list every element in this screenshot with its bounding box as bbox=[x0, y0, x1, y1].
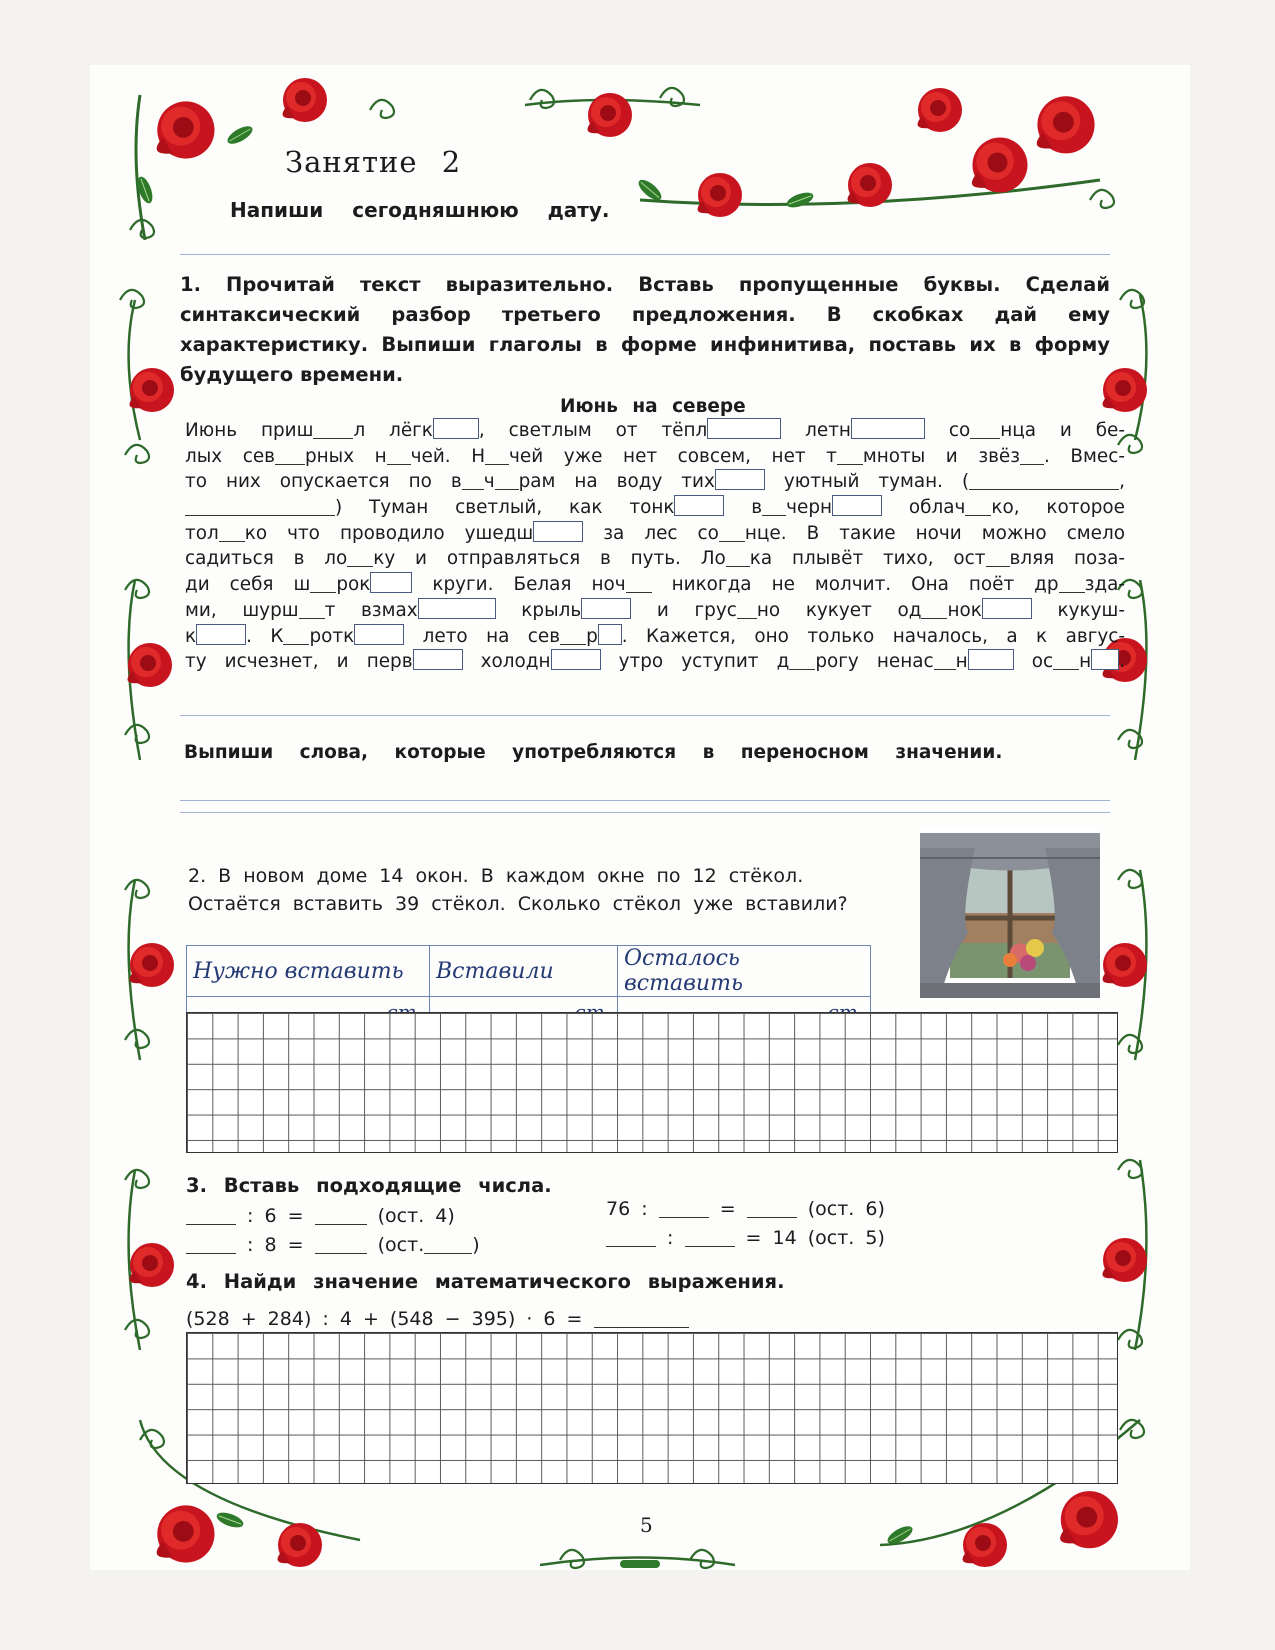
letter-gap[interactable] bbox=[851, 418, 925, 439]
task1-instruction: 1. Прочитай текст выразительно. Вставь пропущенные буквы. Сделай синтаксический разбор третьего предложения. В скобках дай ему характеристику. Выпиши глаголы в форме инфинитива, поставь их в форму будущего времени. bbox=[180, 273, 1110, 386]
answer-line[interactable] bbox=[180, 812, 1110, 813]
blank-field[interactable] bbox=[315, 1237, 367, 1254]
letter-gap[interactable] bbox=[533, 521, 583, 542]
letter-gap[interactable] bbox=[581, 598, 631, 619]
letter-gap[interactable] bbox=[433, 418, 479, 439]
table-header: Нужно вставить bbox=[187, 946, 430, 997]
story-line: ) Туман светлый, как тонк в черн облач ко, которое bbox=[185, 495, 1125, 521]
equation-row: 76 : = (ост. 6) bbox=[606, 1198, 885, 1220]
story-line: то них опускается по в ч рам на воду тих уютный туман. ( , bbox=[185, 471, 1126, 493]
story-line: ди себя ш рок круги. Белая ноч никогда не молчит. Она поёт др зда- bbox=[185, 574, 1125, 596]
blank-field[interactable] bbox=[424, 1237, 472, 1254]
blank-field[interactable] bbox=[186, 1237, 236, 1254]
blank-field[interactable] bbox=[606, 1230, 656, 1247]
window-curtains-icon bbox=[920, 828, 1100, 998]
story-title: Июнь на севере bbox=[560, 396, 746, 417]
blank-field[interactable] bbox=[594, 1311, 689, 1328]
letter-gap[interactable] bbox=[968, 649, 1014, 670]
task2-text bbox=[188, 862, 848, 918]
letter-gap[interactable] bbox=[551, 649, 601, 670]
letter-gap[interactable] bbox=[598, 624, 622, 645]
letter-gap[interactable] bbox=[707, 418, 781, 439]
letter-gap[interactable] bbox=[354, 624, 404, 645]
task4-heading: 4. Найди значение математического выражения. bbox=[186, 1270, 785, 1293]
page-number: 5 bbox=[640, 1513, 653, 1537]
letter-gap[interactable] bbox=[715, 469, 765, 490]
story-text bbox=[185, 418, 1125, 675]
answer-line[interactable] bbox=[180, 715, 1110, 716]
date-prompt: Напиши сегодняшнюю дату. bbox=[230, 198, 610, 222]
answer-grid[interactable] bbox=[186, 1332, 1118, 1484]
task2-line2: Остаётся вставить 39 стёкол. Сколько стёкол уже вставили? bbox=[188, 893, 848, 915]
answer-grid[interactable] bbox=[186, 1012, 1118, 1153]
story-line: лых сев рных н чей. Н чей уже нет совсем, нет т мноты и звёз . Вмес- bbox=[185, 445, 1125, 467]
blank-field[interactable] bbox=[315, 1208, 367, 1225]
story-line: ту исчезнет, и перв холодн утро уступит д рогу ненас н ос н . bbox=[185, 651, 1126, 673]
letter-gap[interactable] bbox=[1091, 649, 1119, 670]
lesson-title: Занятие 2 bbox=[285, 145, 462, 179]
story-line: тол ко что проводило ушедш за лес со нце. В такие ночи можно смело bbox=[185, 522, 1125, 544]
blank-field[interactable] bbox=[186, 1208, 236, 1225]
letter-gap[interactable] bbox=[196, 624, 246, 645]
story-line: Июнь приш л лёгк , светлым от тёпл летн со нца и бе- bbox=[185, 420, 1125, 441]
task2-line1: 2. В новом доме 14 окон. В каждом окне по 12 стёкол. bbox=[188, 865, 804, 887]
math-expression-row: (528 + 284) : 4 + (548 − 395) · 6 = bbox=[186, 1308, 689, 1330]
blank-field[interactable] bbox=[659, 1201, 709, 1218]
table-header: Вставили bbox=[430, 946, 618, 997]
story-line: ми, шурш т взмах крыль и грус но кукует од нок кукуш- bbox=[185, 599, 1126, 621]
equation-row: : = 14 (ост. 5) bbox=[606, 1227, 885, 1249]
figurative-prompt: Выпиши слова, которые употребляются в переносном значении. bbox=[184, 742, 1003, 763]
letter-gap[interactable] bbox=[418, 598, 496, 619]
letter-gap[interactable] bbox=[674, 495, 724, 516]
task3-heading: 3. Вставь подходящие числа. bbox=[186, 1174, 552, 1197]
story-line: к . К ротк лето на сев р . Кажется, оно только началось, а к авгус- bbox=[185, 625, 1125, 647]
letter-gap[interactable] bbox=[832, 495, 882, 516]
answer-line[interactable] bbox=[180, 800, 1110, 801]
equation-row: : 6 = (ост. 4) bbox=[186, 1205, 455, 1227]
story-line: садиться в ло ку и отправляться в путь. Ло ка плывёт тихо, ост вляя поза- bbox=[185, 548, 1125, 570]
date-answer-line[interactable] bbox=[180, 254, 1110, 255]
equation-row: : 8 = (ост. ) bbox=[186, 1234, 480, 1256]
letter-gap[interactable] bbox=[413, 649, 463, 670]
blank-field[interactable] bbox=[685, 1230, 735, 1247]
table-header: Осталось вставить bbox=[618, 946, 871, 997]
letter-gap[interactable] bbox=[370, 572, 412, 593]
letter-gap[interactable] bbox=[982, 598, 1032, 619]
blank-field[interactable] bbox=[747, 1201, 797, 1218]
